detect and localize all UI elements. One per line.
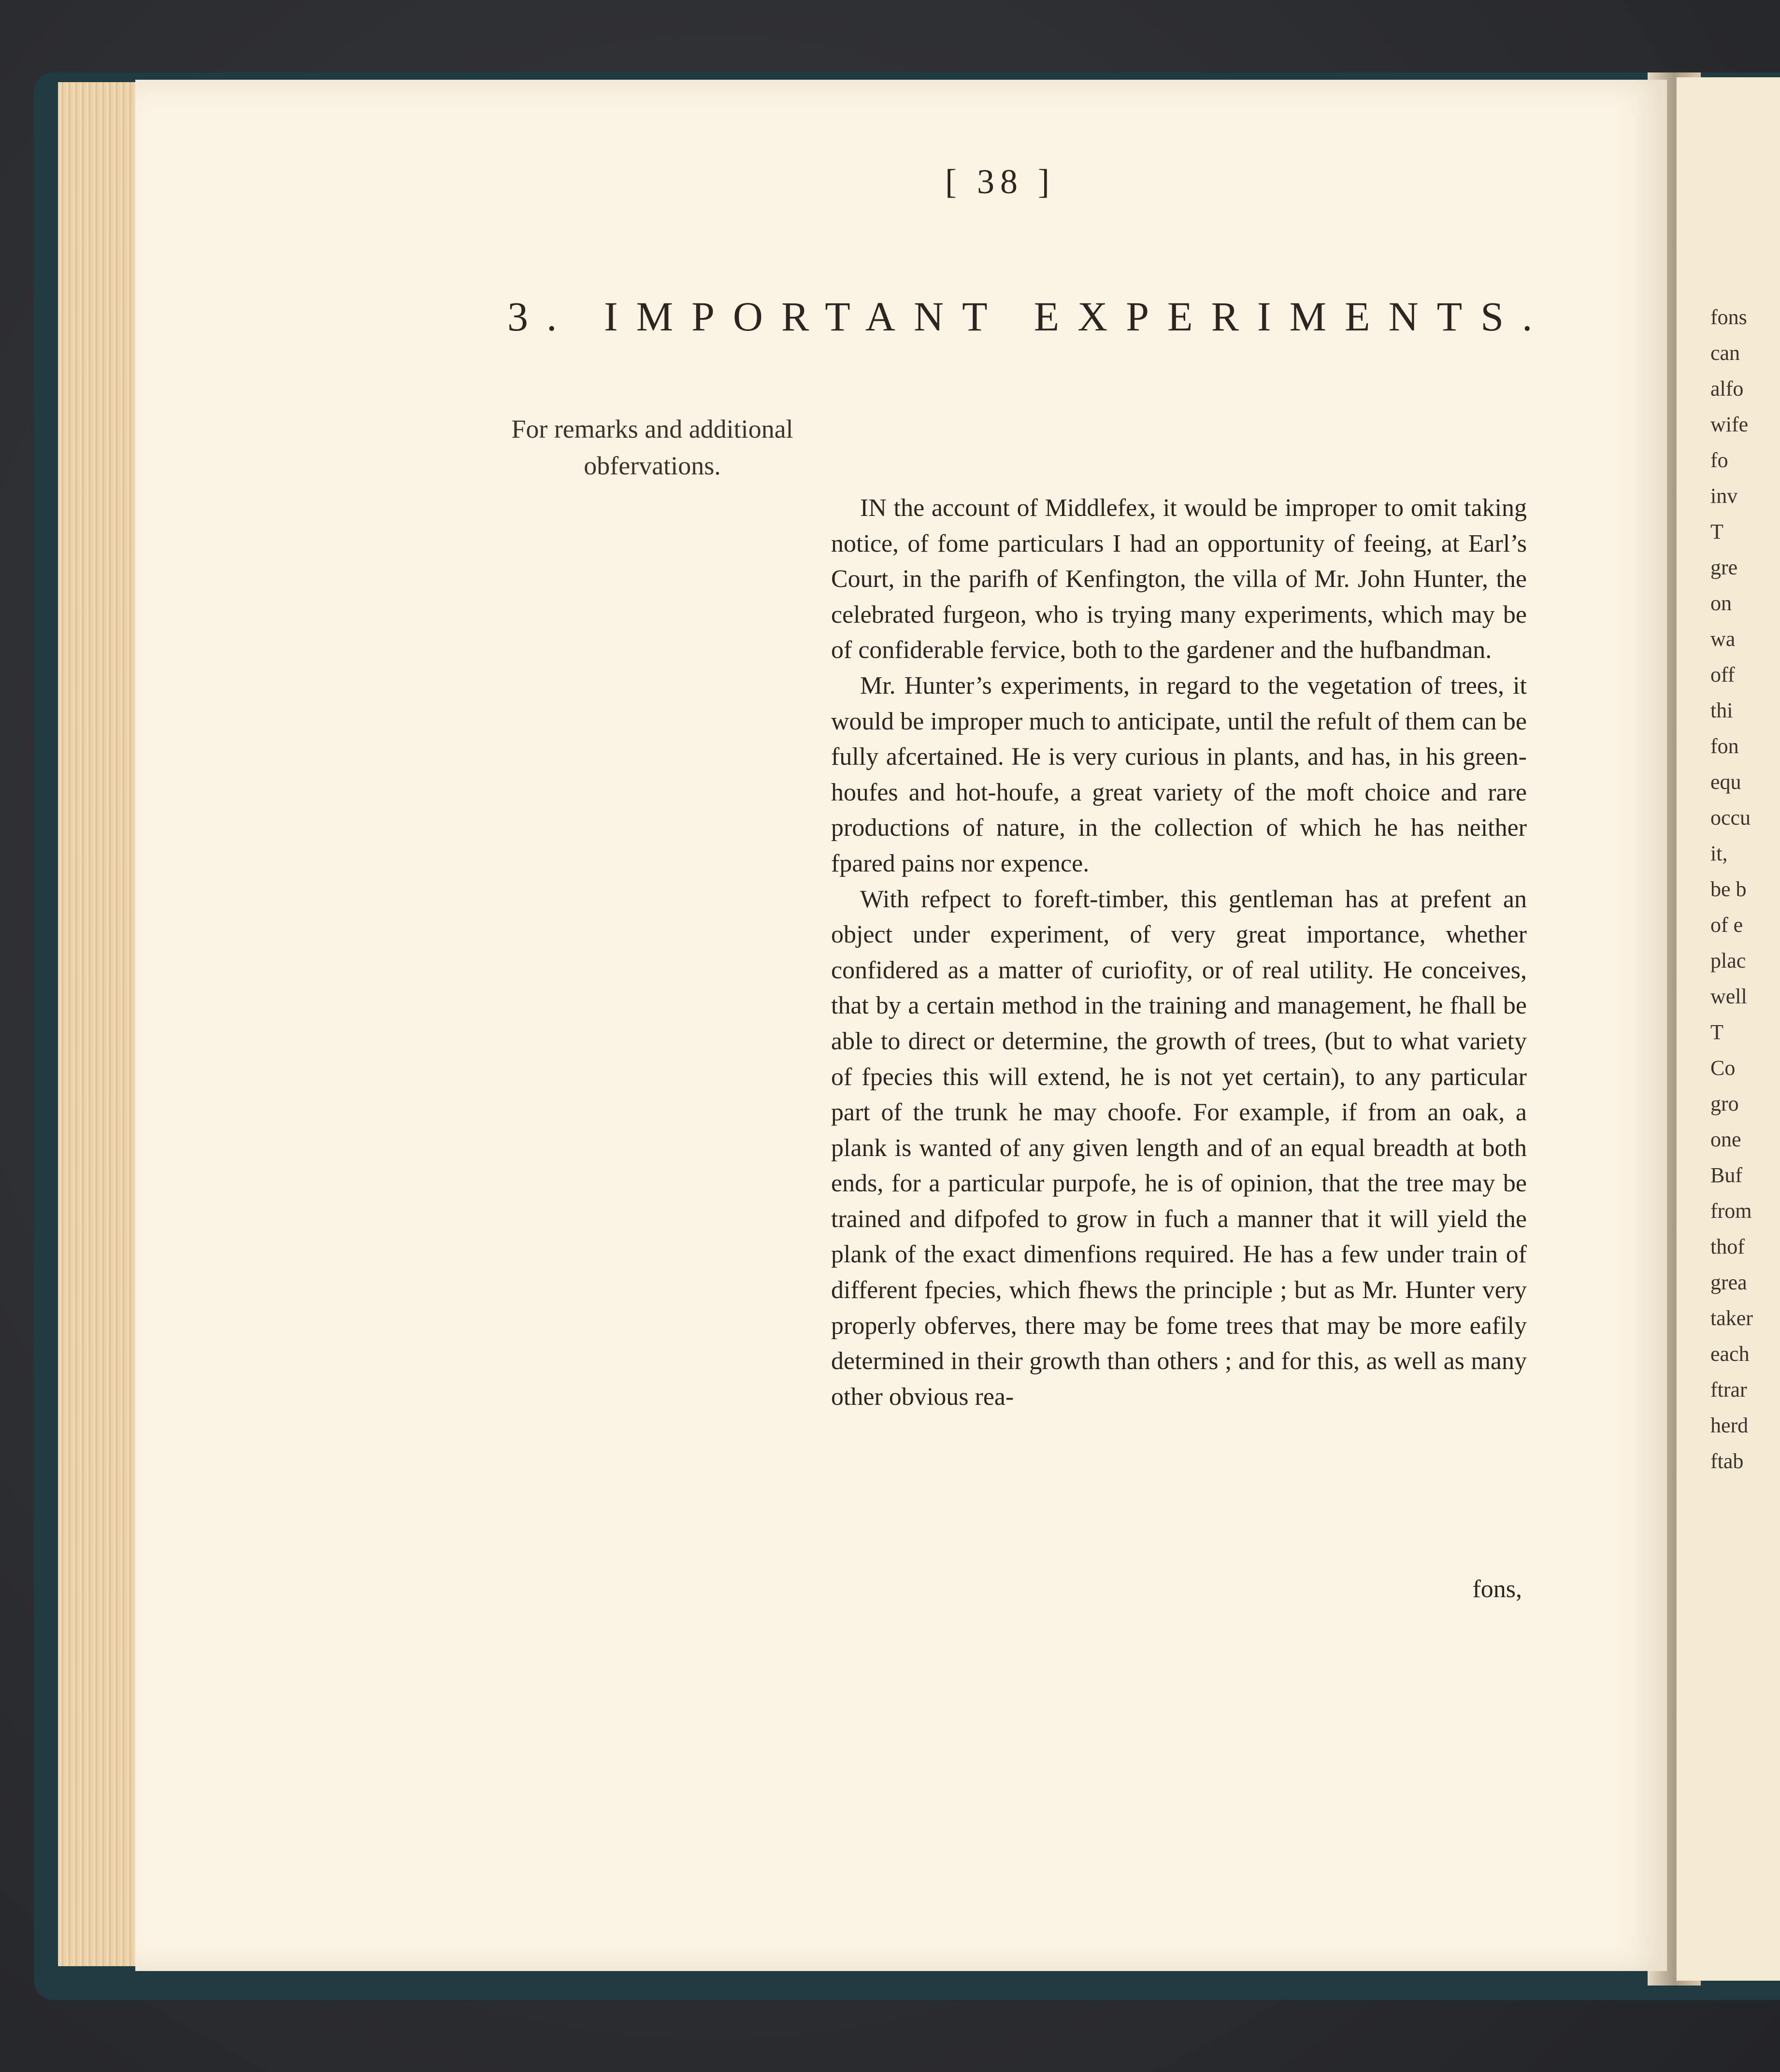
facing-fragment: be b [1710, 877, 1747, 901]
facing-fragment: thi [1710, 699, 1733, 722]
facing-fragment: well [1710, 985, 1747, 1008]
paragraph-3: With refpect to foreft-timber, this gentleman has at prefent an object under experiment, of very great importance, whether confidered as a matter of curiofity, or of real utility. He conceives, that by a certain method in the training and management, he fhall be able to direct or determine, the growth of trees, (but to what variety of fpecies this will extend, he is not yet certain), to any particular part of the trunk he may choofe. For example, if from an oak, a plank is wanted of any given length and of an equal breadth at both ends, for a particular purpofe, he is of opinion, that the tree may be trained and difpofed to grow in fuch a manner that it will yield the plank of the exact dimenfions required. He has a few under train of different fpecies, which fhews the principle ; but as Mr. Hunter very properly obferves, there may be fome trees that may be more eafily determined in their growth than others ; and for this, as well as many other obvious rea- [831, 885, 1527, 1411]
facing-fragment: wa [1710, 627, 1736, 651]
facing-fragment: fons [1710, 305, 1747, 329]
facing-fragment: herd [1710, 1414, 1749, 1437]
facing-fragment: each [1710, 1342, 1750, 1366]
page-number: [ 38 ] [945, 162, 1055, 201]
paragraph-1: IN the account of Middlefex, it would be improper to omit taking notice, of fome particulars I had an opportunity of feeing, at Earl’s Court, in the parifh of Kenfington, the villa of Mr. John Hunter, the celebrated furgeon, who is trying many experiments, which may be of confiderable fervice, both to the gardener and the hufbandman. [831, 494, 1527, 664]
facing-fragment: taker [1710, 1306, 1753, 1330]
catchword: fons, [1472, 1575, 1522, 1603]
facing-fragment: can [1710, 341, 1740, 365]
facing-page-text [1710, 300, 1778, 1479]
facing-fragment: Buf [1710, 1163, 1742, 1187]
facing-fragment: on [1710, 591, 1732, 615]
facing-fragment: gre [1710, 556, 1738, 579]
facing-fragment: off [1710, 663, 1735, 686]
facing-fragment: T [1710, 1020, 1723, 1044]
facing-fragment: thof [1710, 1235, 1745, 1258]
facing-fragment: Co [1710, 1056, 1736, 1080]
facing-fragment: alfo [1710, 377, 1744, 400]
paragraph-2: Mr. Hunter’s experiments, in regard to the vegetation of trees, it would be improper much to anticipate, until the refult of them can be fully afcertained. He is very curious in plants, and has, in his green-houfes and hot-houfe, a great variety of the moft choice and rare productions of nature, in the collection of which he has neither fpared pains nor expence. [831, 672, 1527, 877]
facing-fragment: fon [1710, 734, 1739, 758]
facing-fragment: grea [1710, 1271, 1747, 1294]
facing-fragment: ftrar [1710, 1378, 1747, 1401]
facing-fragment: wife [1710, 413, 1749, 436]
facing-fragment: ftab [1710, 1449, 1744, 1473]
facing-fragment: one [1710, 1128, 1741, 1151]
facing-fragment: equ [1710, 770, 1741, 794]
facing-fragment: of e [1710, 913, 1743, 937]
margin-note: For remarks and additional obfervations. [511, 414, 793, 480]
facing-fragment: T [1710, 520, 1723, 543]
body-text [831, 490, 1527, 1415]
facing-fragment: it, [1710, 842, 1728, 865]
section-title: 3. IMPORTANT EXPERIMENTS. [507, 293, 1551, 340]
facing-fragment: from [1710, 1199, 1752, 1223]
facing-fragment: inv [1710, 484, 1738, 508]
facing-fragment: gro [1710, 1092, 1739, 1115]
facing-fragment: occu [1710, 806, 1751, 829]
facing-fragment: plac [1710, 949, 1746, 972]
facing-fragment: fo [1710, 448, 1728, 472]
